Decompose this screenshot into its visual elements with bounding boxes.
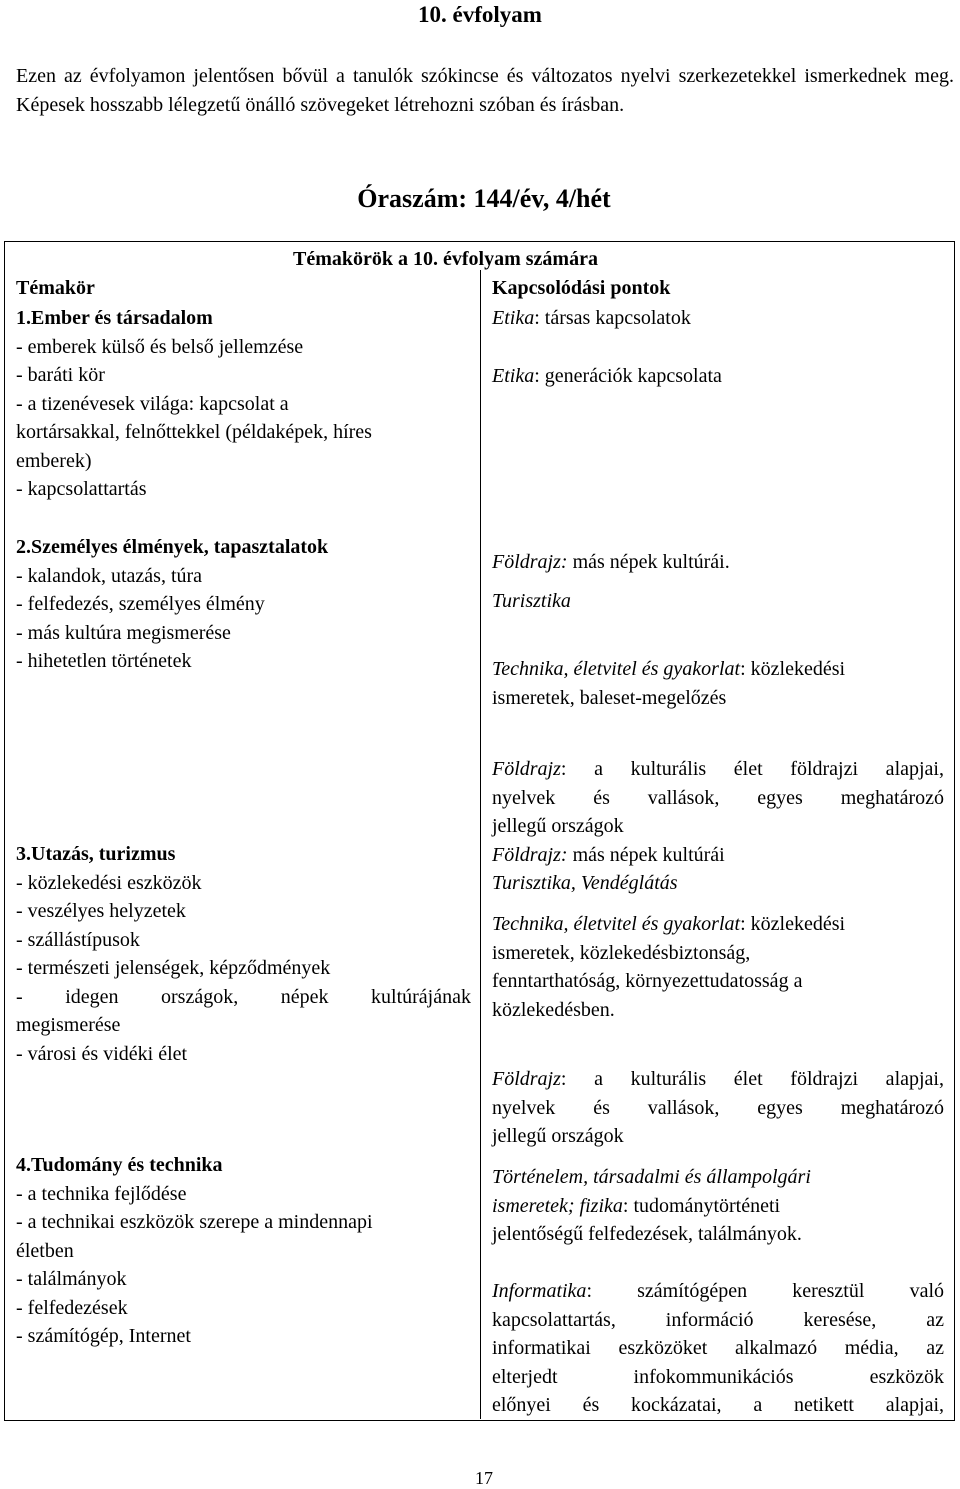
link-text: : tudománytörténeti (622, 1194, 781, 1217)
subject-name: Történelem, társadalmi és állampolgári (492, 1166, 811, 1188)
table-caption: Témakörök a 10. évfolyam számára (293, 248, 598, 270)
topic-item: - veszélyes helyzetek (16, 900, 186, 922)
topic-item: életben (16, 1239, 74, 1262)
topic-item: - felfedezés, személyes élmény (16, 593, 265, 615)
topic-item: - hihetetlen történetek (16, 650, 192, 672)
topic-item: - a technika fejlődése (16, 1182, 187, 1205)
subject-name: Földrajz (492, 1068, 561, 1090)
subject-name: Földrajz: (492, 844, 568, 866)
topic-1 (16, 304, 471, 504)
topic-item: megismerése (16, 1014, 121, 1036)
topic-title: 1.Ember és társadalom (16, 307, 213, 329)
topic-item: - városi és vidéki élet (16, 1042, 188, 1065)
link-text: : generációk kapcsolata (534, 365, 722, 387)
link-text: : a kulturális élet földrajzi alapjai, (560, 758, 944, 780)
link-text: jellegű országok (492, 1125, 624, 1147)
link-text: : társas kapcsolatok (534, 307, 691, 329)
topic-item: - felfedezések (16, 1296, 128, 1319)
link-text: : a kulturális élet földrajzi alapjai, (560, 1068, 944, 1090)
link-tortenelem (492, 1163, 944, 1249)
link-technika-2 (492, 910, 932, 1024)
topic-item: - találmányok (16, 1268, 127, 1290)
topic-item: - közlekedési eszközök (16, 871, 202, 894)
topic-item: - számítógép, Internet (16, 1325, 191, 1347)
topic-title: 3.Utazás, turizmus (16, 843, 176, 865)
link-text: jellegű országok (492, 815, 624, 837)
topic-item: emberek) (16, 449, 92, 472)
hours-heading: Óraszám: 144/év, 4/hét (357, 184, 611, 213)
link-text: informatikai eszközöket alkalmazó média, az (492, 1337, 944, 1359)
link-text: nyelvek és vallások, egyes meghatározó (492, 786, 944, 809)
link-text: más népek kultúrái. (567, 551, 730, 573)
link-foldrajz-4 (492, 1065, 944, 1151)
topic-item: kortársakkal, felnőttekkel (példaképek, híres (16, 421, 372, 443)
topic-2 (16, 533, 471, 676)
link-text: ismeretek, közlekedésbiztonság, (492, 941, 751, 964)
link-text: nyelvek és vallások, egyes meghatározó (492, 1096, 944, 1119)
subject-name: Technika, életvitel és gyakorlat (492, 658, 741, 680)
subject-name: Földrajz (492, 758, 561, 780)
subject-name: Etika (492, 365, 535, 387)
column-header-topic: Témakör (16, 277, 95, 299)
link-turisztika: Turisztika (492, 590, 571, 612)
topic-item: - szállástípusok (16, 928, 140, 951)
link-text: : közlekedési (740, 913, 846, 935)
topic-item: - baráti kör (16, 364, 105, 386)
link-text: elterjedt infokommunikációs eszközök (492, 1365, 944, 1388)
topic-3 (16, 840, 471, 1068)
subject-name: Informatika (492, 1280, 587, 1302)
topic-item: - idegen országok, népek kultúrájának (16, 985, 471, 1008)
link-text: : számítógépen keresztül való (586, 1280, 944, 1302)
topic-item: - kalandok, utazás, túra (16, 564, 203, 587)
link-text: előnyei és kockázatai, a netikett alapjai, (492, 1394, 944, 1416)
column-divider (480, 270, 481, 1419)
link-text: : közlekedési (740, 658, 846, 680)
topic-item: - természeti jelenségek, képződmények (16, 957, 331, 979)
page-title: 10. évfolyam (418, 2, 542, 27)
link-foldrajz-3 (492, 841, 725, 869)
link-etika-2 (492, 362, 722, 390)
intro-paragraph: Ezen az évfolyamon jelentősen bővül a tanulók szókincse és változatos nyelvi szerkezetekkel ismerkednek meg. Képesek hosszabb lélegzetű önálló szövegeket létrehozni szóban és írásban. (16, 65, 954, 116)
link-technika-1 (492, 655, 932, 712)
topic-title: 4.Tudomány és technika (16, 1154, 223, 1176)
subject-name: Földrajz: (492, 551, 568, 573)
link-foldrajz-2 (492, 755, 944, 841)
topic-item: - más kultúra megismerése (16, 621, 231, 644)
link-etika-1 (492, 304, 691, 332)
link-turisztika-vendeglatas: Turisztika, Vendéglátás (492, 872, 678, 894)
topic-title: 2.Személyes élmények, tapasztalatok (16, 536, 329, 558)
link-text: kapcsolattartás, információ keresése, az (492, 1308, 944, 1331)
page-number: 17 (475, 1468, 493, 1488)
link-foldrajz-1 (492, 548, 730, 576)
topic-item: - a tizenévesek világa: kapcsolat a (16, 392, 289, 415)
topic-item: - emberek külső és belső jellemzése (16, 335, 304, 358)
subject-name: Etika (492, 307, 535, 329)
link-text: más népek kultúrái (567, 844, 725, 866)
subject-name: ismeretek; fizika (492, 1194, 623, 1217)
link-text: közlekedésben. (492, 998, 615, 1021)
topic-4 (16, 1151, 471, 1351)
link-text: ismeretek, baleset-megelőzés (492, 686, 727, 709)
topic-item: - a technikai eszközök szerepe a mindennapi (16, 1211, 373, 1233)
topic-item: - kapcsolattartás (16, 478, 147, 500)
link-text: jelentőségű felfedezések, találmányok. (492, 1223, 802, 1245)
link-text: fenntarthatóság, környezettudatosság a (492, 970, 803, 992)
subject-name: Technika, életvitel és gyakorlat (492, 913, 741, 935)
link-informatika (492, 1277, 944, 1420)
column-header-links: Kapcsolódási pontok (492, 277, 671, 299)
